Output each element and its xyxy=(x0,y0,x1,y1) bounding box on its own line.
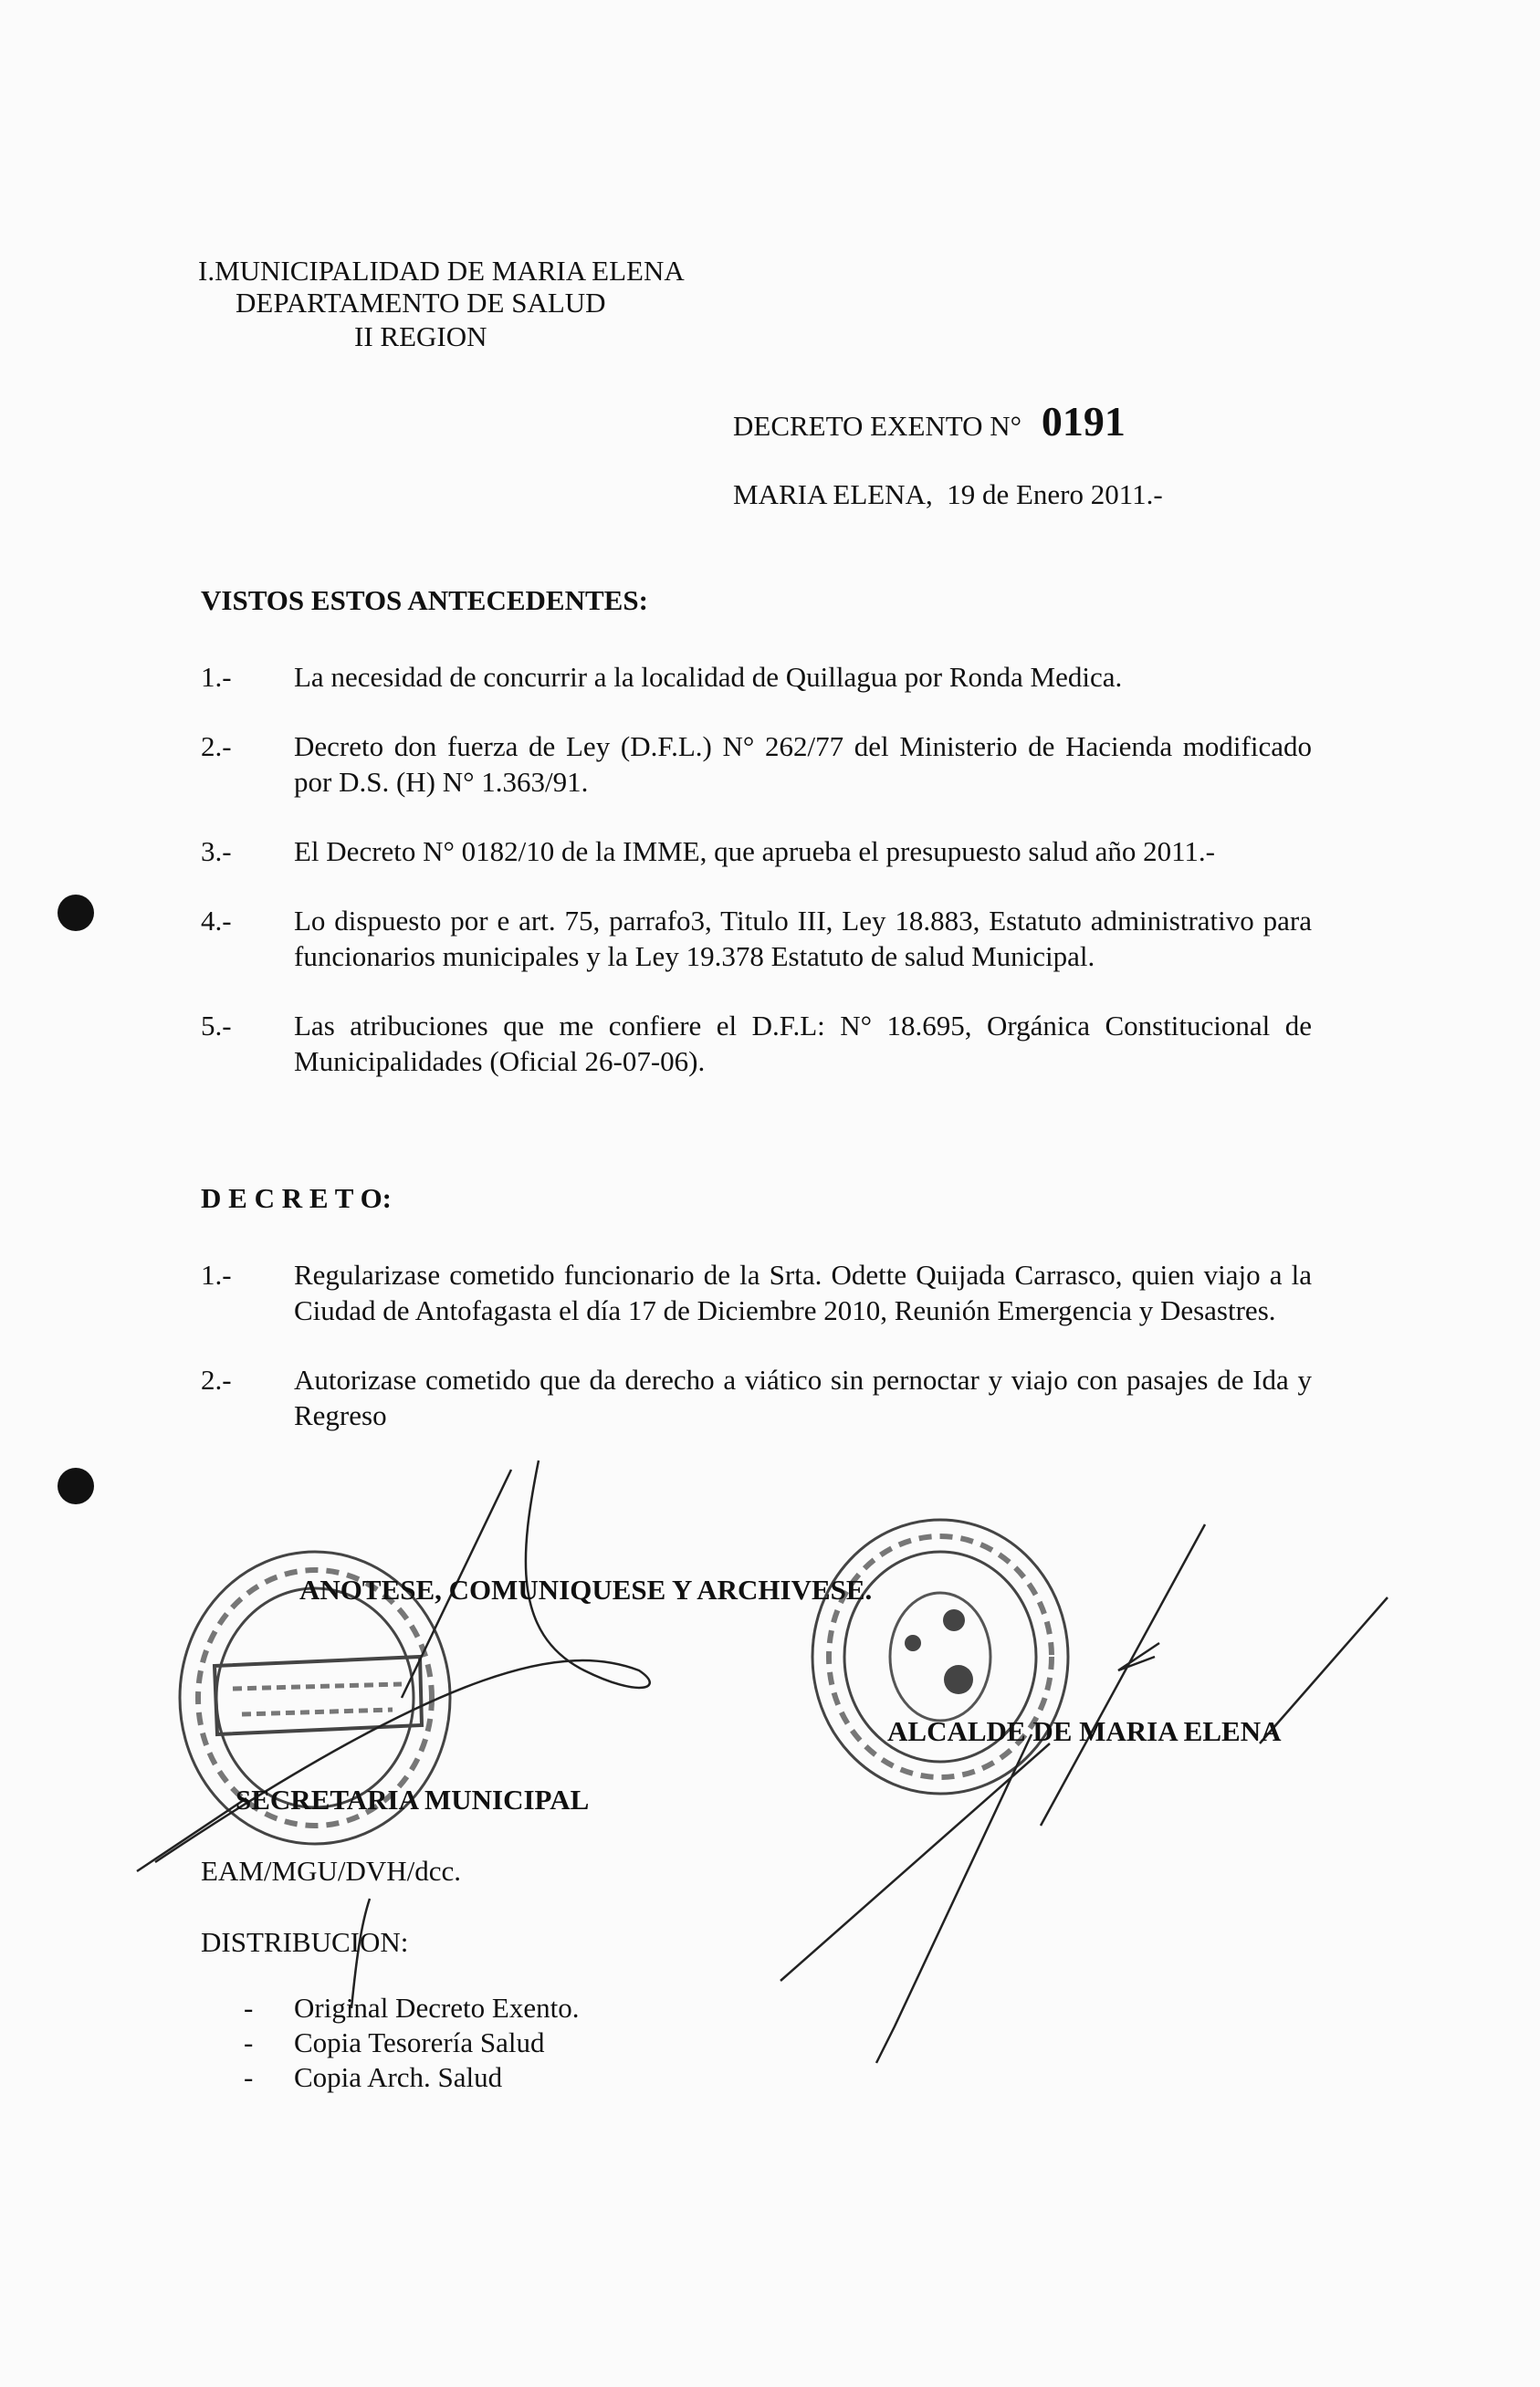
distribucion-title: DISTRIBUCION: xyxy=(201,1926,409,1958)
alcaldia-stamp xyxy=(812,1520,1068,1794)
item-text: Decreto don fuerza de Ley (D.F.L.) N° 262/77 del Ministerio de Hacienda modificado por D.S. (H) N° 1.363/91. xyxy=(294,730,1312,798)
item-number: 4.- xyxy=(201,905,232,937)
item-number: 2.- xyxy=(201,1364,232,1396)
vistos-item xyxy=(201,1008,1312,1079)
header-department: DEPARTAMENTO DE SALUD xyxy=(236,287,606,319)
decreto-title: D E C R E T O: xyxy=(201,1182,393,1214)
item-text: Regularizase cometido funcionario de la Srta. Odette Quijada Carrasco, quien viajo a la Ciudad de Antofagasta el día 17 de Diciembre 2010, Reunión Emergencia y Desastres. xyxy=(294,1259,1312,1326)
item-number: 1.- xyxy=(201,1259,232,1291)
punch-hole xyxy=(58,1468,94,1504)
item-text: Autorizase cometido que da derecho a viático sin pernoctar y viajo con pasajes de Ida y Regreso xyxy=(294,1364,1312,1431)
vistos-item xyxy=(201,833,1312,869)
header-municipality: I.MUNICIPALIDAD DE MARIA ELENA xyxy=(198,255,685,287)
decree-number: 0191 xyxy=(1041,398,1126,445)
alcalde-signature-label: ALCALDE DE MARIA ELENA xyxy=(887,1715,1282,1747)
item-text: Lo dispuesto por e art. 75, parrafo3, Titulo III, Ley 18.883, Estatuto administrativo para funcionarios municipales y la Ley 19.378 Estatuto de salud Municipal. xyxy=(294,905,1312,972)
vistos-item xyxy=(201,903,1312,974)
bullet-dash: - xyxy=(244,2061,254,2093)
place-date: MARIA ELENA, 19 de Enero 2011.- xyxy=(733,478,1163,510)
vistos-item xyxy=(201,728,1312,800)
item-number: 2.- xyxy=(201,730,232,762)
handwritten-signature xyxy=(137,1460,1388,2063)
bullet-dash: - xyxy=(244,2026,254,2058)
item-text: Las atribuciones que me confiere el D.F.L: N° 18.695, Orgánica Constitucional de Municipalidades (Oficial 26-07-06). xyxy=(294,1010,1312,1077)
decree-label-text: DECRETO EXENTO N° xyxy=(733,410,1022,442)
bullet-dash: - xyxy=(244,1992,254,2024)
vistos-item xyxy=(201,659,1312,695)
decreto-section xyxy=(201,1182,1312,1467)
distribucion-item-text: Original Decreto Exento. xyxy=(294,1992,580,2024)
header-region: II REGION xyxy=(354,320,487,352)
distribucion-item-text: Copia Arch. Salud xyxy=(294,2061,503,2093)
item-number: 5.- xyxy=(201,1010,232,1042)
punch-hole xyxy=(58,895,94,931)
item-number: 3.- xyxy=(201,835,232,867)
decree-label xyxy=(733,399,1126,449)
vistos-section xyxy=(201,584,1312,1113)
item-text: El Decreto N° 0182/10 de la IMME, que aprueba el presupuesto salud año 2011.- xyxy=(294,835,1215,867)
vistos-title: VISTOS ESTOS ANTECEDENTES: xyxy=(201,584,648,616)
item-text: La necesidad de concurrir a la localidad de Quillagua por Ronda Medica. xyxy=(294,661,1123,693)
closing-text: ANOTESE, COMUNIQUESE Y ARCHIVESE. xyxy=(299,1574,873,1606)
decreto-item xyxy=(201,1362,1312,1433)
secretaria-signature-label: SECRETARIA MUNICIPAL xyxy=(236,1784,590,1816)
coat-of-arms-icon xyxy=(890,1593,990,1721)
decreto-item xyxy=(201,1257,1312,1328)
distribucion-item-text: Copia Tesorería Salud xyxy=(294,2026,545,2058)
item-number: 1.- xyxy=(201,661,232,693)
initials: EAM/MGU/DVH/dcc. xyxy=(201,1855,461,1887)
